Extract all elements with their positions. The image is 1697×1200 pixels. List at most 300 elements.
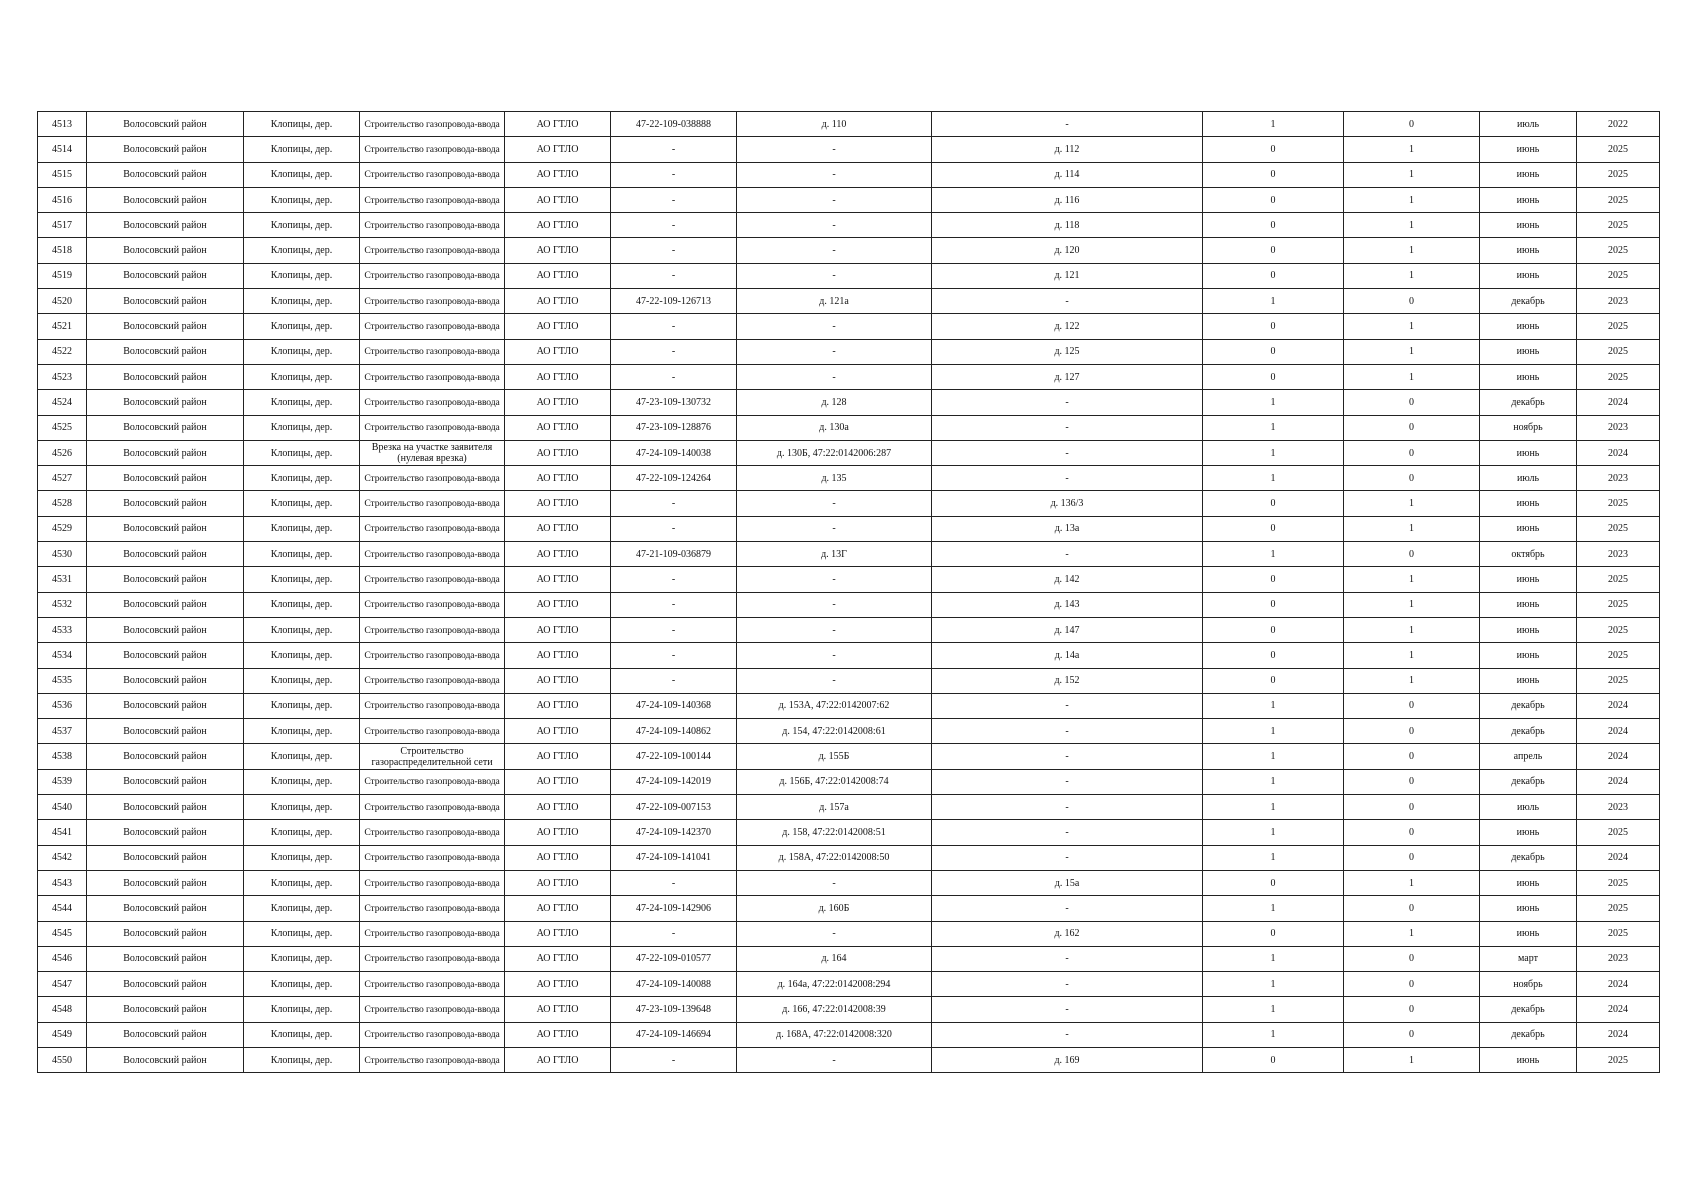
- cell-settlement: Клопицы, дер.: [244, 314, 360, 339]
- table-row: [38, 289, 1660, 314]
- cell-address-connected: д. 168А, 47:22:0142008:320: [737, 1022, 932, 1047]
- cell-district: Волосовский район: [87, 364, 244, 389]
- table-row: [38, 314, 1660, 339]
- cell-count-planned: 0: [1344, 112, 1480, 137]
- cell-address-connected: -: [737, 187, 932, 212]
- cell-district: Волосовский район: [87, 567, 244, 592]
- cell-number: 4517: [38, 213, 87, 238]
- cell-address-planned: -: [932, 693, 1203, 718]
- cell-count-planned: 1: [1344, 339, 1480, 364]
- cell-count-connected: 1: [1203, 719, 1344, 744]
- cell-address-planned: -: [932, 542, 1203, 567]
- cell-work-type: Строительство газопровода-ввода: [360, 137, 505, 162]
- cell-district: Волосовский район: [87, 693, 244, 718]
- cell-address-connected: -: [737, 617, 932, 642]
- cell-address-connected: -: [737, 213, 932, 238]
- cell-number: 4544: [38, 896, 87, 921]
- cell-year: 2025: [1577, 617, 1660, 642]
- cell-application-number: 47-22-109-124264: [611, 466, 737, 491]
- table-row: [38, 693, 1660, 718]
- cell-count-planned: 1: [1344, 592, 1480, 617]
- cell-address-planned: -: [932, 719, 1203, 744]
- cell-address-connected: -: [737, 491, 932, 516]
- table-row: [38, 668, 1660, 693]
- cell-year: 2025: [1577, 592, 1660, 617]
- cell-work-type: Строительство газопровода-ввода: [360, 263, 505, 288]
- table-row: [38, 263, 1660, 288]
- cell-settlement: Клопицы, дер.: [244, 516, 360, 541]
- cell-work-type: Строительство газопровода-ввода: [360, 719, 505, 744]
- cell-count-planned: 1: [1344, 238, 1480, 263]
- cell-application-number: 47-22-109-038888: [611, 112, 737, 137]
- cell-number: 4529: [38, 516, 87, 541]
- cell-count-connected: 1: [1203, 415, 1344, 440]
- cell-count-connected: 0: [1203, 314, 1344, 339]
- cell-month: июнь: [1480, 1047, 1577, 1072]
- cell-year: 2025: [1577, 187, 1660, 212]
- table-row: [38, 820, 1660, 845]
- cell-year: 2025: [1577, 896, 1660, 921]
- cell-organization: АО ГТЛО: [505, 137, 611, 162]
- cell-settlement: Клопицы, дер.: [244, 845, 360, 870]
- cell-settlement: Клопицы, дер.: [244, 795, 360, 820]
- cell-month: июнь: [1480, 668, 1577, 693]
- cell-organization: АО ГТЛО: [505, 339, 611, 364]
- cell-application-number: -: [611, 592, 737, 617]
- cell-application-number: -: [611, 339, 737, 364]
- table-row: [38, 719, 1660, 744]
- cell-work-type: Строительство газопровода-ввода: [360, 870, 505, 895]
- cell-number: 4548: [38, 997, 87, 1022]
- cell-district: Волосовский район: [87, 289, 244, 314]
- cell-organization: АО ГТЛО: [505, 238, 611, 263]
- cell-month: июнь: [1480, 238, 1577, 263]
- cell-district: Волосовский район: [87, 921, 244, 946]
- cell-number: 4513: [38, 112, 87, 137]
- cell-organization: АО ГТЛО: [505, 213, 611, 238]
- cell-count-connected: 1: [1203, 693, 1344, 718]
- cell-address-connected: -: [737, 238, 932, 263]
- cell-district: Волосовский район: [87, 870, 244, 895]
- cell-address-planned: д. 136/3: [932, 491, 1203, 516]
- cell-number: 4522: [38, 339, 87, 364]
- cell-month: июнь: [1480, 440, 1577, 465]
- cell-number: 4535: [38, 668, 87, 693]
- cell-year: 2022: [1577, 112, 1660, 137]
- cell-settlement: Клопицы, дер.: [244, 643, 360, 668]
- cell-settlement: Клопицы, дер.: [244, 719, 360, 744]
- cell-address-planned: д. 143: [932, 592, 1203, 617]
- table-row: [38, 238, 1660, 263]
- cell-district: Волосовский район: [87, 744, 244, 769]
- cell-count-planned: 0: [1344, 972, 1480, 997]
- cell-month: март: [1480, 946, 1577, 971]
- table-row: [38, 390, 1660, 415]
- cell-year: 2024: [1577, 769, 1660, 794]
- table-row: [38, 339, 1660, 364]
- cell-year: 2023: [1577, 466, 1660, 491]
- cell-count-connected: 0: [1203, 213, 1344, 238]
- table-row: [38, 1047, 1660, 1072]
- cell-organization: АО ГТЛО: [505, 289, 611, 314]
- cell-number: 4547: [38, 972, 87, 997]
- cell-number: 4531: [38, 567, 87, 592]
- cell-month: декабрь: [1480, 769, 1577, 794]
- cell-count-planned: 0: [1344, 1022, 1480, 1047]
- cell-number: 4538: [38, 744, 87, 769]
- cell-district: Волосовский район: [87, 213, 244, 238]
- cell-count-planned: 1: [1344, 870, 1480, 895]
- cell-organization: АО ГТЛО: [505, 314, 611, 339]
- cell-year: 2023: [1577, 795, 1660, 820]
- cell-work-type: Строительство газопровода-ввода: [360, 921, 505, 946]
- cell-work-type: Строительство газопровода-ввода: [360, 390, 505, 415]
- cell-settlement: Клопицы, дер.: [244, 769, 360, 794]
- cell-application-number: -: [611, 1047, 737, 1072]
- cell-address-connected: д. 158, 47:22:0142008:51: [737, 820, 932, 845]
- cell-application-number: 47-22-109-126713: [611, 289, 737, 314]
- table-row: [38, 795, 1660, 820]
- cell-application-number: 47-24-109-140038: [611, 440, 737, 465]
- cell-count-planned: 0: [1344, 542, 1480, 567]
- cell-month: июнь: [1480, 870, 1577, 895]
- cell-address-connected: -: [737, 263, 932, 288]
- cell-organization: АО ГТЛО: [505, 415, 611, 440]
- cell-district: Волосовский район: [87, 972, 244, 997]
- cell-count-planned: 0: [1344, 769, 1480, 794]
- cell-settlement: Клопицы, дер.: [244, 466, 360, 491]
- cell-district: Волосовский район: [87, 415, 244, 440]
- cell-district: Волосовский район: [87, 466, 244, 491]
- cell-organization: АО ГТЛО: [505, 440, 611, 465]
- cell-month: октябрь: [1480, 542, 1577, 567]
- cell-year: 2025: [1577, 668, 1660, 693]
- cell-address-planned: д. 127: [932, 364, 1203, 389]
- cell-count-connected: 0: [1203, 617, 1344, 642]
- cell-settlement: Клопицы, дер.: [244, 1047, 360, 1072]
- cell-settlement: Клопицы, дер.: [244, 617, 360, 642]
- cell-count-planned: 1: [1344, 314, 1480, 339]
- cell-address-connected: д. 130а: [737, 415, 932, 440]
- cell-application-number: 47-23-109-139648: [611, 997, 737, 1022]
- cell-work-type: Строительство газопровода-ввода: [360, 592, 505, 617]
- cell-settlement: Клопицы, дер.: [244, 289, 360, 314]
- cell-number: 4530: [38, 542, 87, 567]
- cell-work-type: Строительство газопровода-ввода: [360, 972, 505, 997]
- cell-count-connected: 0: [1203, 137, 1344, 162]
- cell-address-connected: -: [737, 870, 932, 895]
- cell-month: июнь: [1480, 491, 1577, 516]
- cell-count-connected: 1: [1203, 542, 1344, 567]
- cell-count-planned: 1: [1344, 137, 1480, 162]
- cell-year: 2023: [1577, 415, 1660, 440]
- cell-year: 2025: [1577, 491, 1660, 516]
- cell-address-connected: д. 166, 47:22:0142008:39: [737, 997, 932, 1022]
- cell-address-planned: -: [932, 997, 1203, 1022]
- cell-count-planned: 0: [1344, 390, 1480, 415]
- cell-work-type: Строительство газопровода-ввода: [360, 213, 505, 238]
- cell-district: Волосовский район: [87, 617, 244, 642]
- cell-district: Волосовский район: [87, 339, 244, 364]
- cell-count-connected: 1: [1203, 390, 1344, 415]
- cell-application-number: -: [611, 364, 737, 389]
- cell-year: 2023: [1577, 289, 1660, 314]
- cell-month: июнь: [1480, 617, 1577, 642]
- cell-year: 2025: [1577, 921, 1660, 946]
- cell-year: 2025: [1577, 643, 1660, 668]
- cell-application-number: -: [611, 162, 737, 187]
- cell-organization: АО ГТЛО: [505, 516, 611, 541]
- cell-address-connected: д. 121а: [737, 289, 932, 314]
- cell-address-planned: -: [932, 820, 1203, 845]
- table-row: [38, 592, 1660, 617]
- cell-work-type: Строительство газопровода-ввода: [360, 946, 505, 971]
- cell-month: ноябрь: [1480, 415, 1577, 440]
- cell-organization: АО ГТЛО: [505, 946, 611, 971]
- cell-number: 4515: [38, 162, 87, 187]
- cell-count-planned: 0: [1344, 289, 1480, 314]
- cell-count-planned: 0: [1344, 744, 1480, 769]
- cell-address-connected: д. 157а: [737, 795, 932, 820]
- cell-application-number: -: [611, 668, 737, 693]
- cell-address-planned: д. 114: [932, 162, 1203, 187]
- cell-work-type: Строительство газопровода-ввода: [360, 845, 505, 870]
- cell-number: 4525: [38, 415, 87, 440]
- cell-address-planned: -: [932, 390, 1203, 415]
- cell-organization: АО ГТЛО: [505, 972, 611, 997]
- cell-month: июнь: [1480, 162, 1577, 187]
- cell-number: 4539: [38, 769, 87, 794]
- cell-count-connected: 0: [1203, 364, 1344, 389]
- cell-settlement: Клопицы, дер.: [244, 997, 360, 1022]
- cell-address-connected: -: [737, 567, 932, 592]
- cell-count-connected: 1: [1203, 972, 1344, 997]
- table-row: [38, 972, 1660, 997]
- cell-address-planned: -: [932, 972, 1203, 997]
- cell-number: 4521: [38, 314, 87, 339]
- cell-year: 2025: [1577, 263, 1660, 288]
- cell-number: 4550: [38, 1047, 87, 1072]
- cell-address-connected: -: [737, 364, 932, 389]
- cell-organization: АО ГТЛО: [505, 1022, 611, 1047]
- table-row: [38, 997, 1660, 1022]
- cell-application-number: -: [611, 213, 737, 238]
- cell-year: 2025: [1577, 137, 1660, 162]
- cell-address-planned: д. 15а: [932, 870, 1203, 895]
- cell-settlement: Клопицы, дер.: [244, 364, 360, 389]
- cell-year: 2025: [1577, 314, 1660, 339]
- cell-work-type: Строительство газопровода-ввода: [360, 769, 505, 794]
- cell-address-connected: д. 164а, 47:22:0142008:294: [737, 972, 932, 997]
- cell-address-connected: д. 128: [737, 390, 932, 415]
- cell-settlement: Клопицы, дер.: [244, 213, 360, 238]
- cell-address-connected: -: [737, 339, 932, 364]
- table-body: [38, 112, 1660, 1073]
- cell-work-type: Строительство газопровода-ввода: [360, 820, 505, 845]
- cell-address-connected: д. 164: [737, 946, 932, 971]
- cell-organization: АО ГТЛО: [505, 567, 611, 592]
- cell-organization: АО ГТЛО: [505, 162, 611, 187]
- cell-month: июль: [1480, 112, 1577, 137]
- cell-application-number: 47-23-109-128876: [611, 415, 737, 440]
- cell-year: 2025: [1577, 516, 1660, 541]
- cell-application-number: 47-22-109-007153: [611, 795, 737, 820]
- cell-address-connected: д. 156Б, 47:22:0142008:74: [737, 769, 932, 794]
- cell-settlement: Клопицы, дер.: [244, 112, 360, 137]
- cell-application-number: 47-24-109-142370: [611, 820, 737, 845]
- cell-month: апрель: [1480, 744, 1577, 769]
- cell-application-number: 47-22-109-010577: [611, 946, 737, 971]
- cell-address-connected: -: [737, 592, 932, 617]
- cell-count-planned: 1: [1344, 643, 1480, 668]
- cell-year: 2024: [1577, 1022, 1660, 1047]
- cell-application-number: 47-22-109-100144: [611, 744, 737, 769]
- cell-month: июнь: [1480, 820, 1577, 845]
- cell-settlement: Клопицы, дер.: [244, 491, 360, 516]
- cell-application-number: -: [611, 921, 737, 946]
- cell-district: Волосовский район: [87, 719, 244, 744]
- cell-count-planned: 1: [1344, 364, 1480, 389]
- cell-address-connected: д. 158А, 47:22:0142008:50: [737, 845, 932, 870]
- cell-settlement: Клопицы, дер.: [244, 567, 360, 592]
- cell-work-type: Строительство газопровода-ввода: [360, 466, 505, 491]
- cell-address-connected: -: [737, 668, 932, 693]
- cell-organization: АО ГТЛО: [505, 364, 611, 389]
- cell-address-planned: д. 112: [932, 137, 1203, 162]
- cell-address-planned: -: [932, 845, 1203, 870]
- cell-application-number: -: [611, 870, 737, 895]
- cell-application-number: -: [611, 137, 737, 162]
- cell-work-type: Строительство газопровода-ввода: [360, 289, 505, 314]
- cell-application-number: -: [611, 187, 737, 212]
- table-row: [38, 491, 1660, 516]
- cell-month: июнь: [1480, 137, 1577, 162]
- cell-address-connected: -: [737, 314, 932, 339]
- cell-number: 4536: [38, 693, 87, 718]
- cell-number: 4526: [38, 440, 87, 465]
- cell-address-planned: д. 13а: [932, 516, 1203, 541]
- cell-count-connected: 1: [1203, 946, 1344, 971]
- cell-count-planned: 0: [1344, 820, 1480, 845]
- table-row: [38, 466, 1660, 491]
- cell-address-connected: -: [737, 516, 932, 541]
- cell-month: ноябрь: [1480, 972, 1577, 997]
- cell-district: Волосовский район: [87, 997, 244, 1022]
- cell-address-connected: д. 155Б: [737, 744, 932, 769]
- cell-count-connected: 0: [1203, 187, 1344, 212]
- cell-count-planned: 0: [1344, 896, 1480, 921]
- cell-count-connected: 0: [1203, 263, 1344, 288]
- cell-address-planned: д. 14а: [932, 643, 1203, 668]
- cell-work-type: Строительство газопровода-ввода: [360, 567, 505, 592]
- table-row: [38, 187, 1660, 212]
- cell-settlement: Клопицы, дер.: [244, 415, 360, 440]
- cell-count-connected: 1: [1203, 845, 1344, 870]
- cell-address-planned: д. 120: [932, 238, 1203, 263]
- cell-count-planned: 1: [1344, 1047, 1480, 1072]
- cell-count-planned: 1: [1344, 187, 1480, 212]
- cell-month: июнь: [1480, 516, 1577, 541]
- cell-number: 4543: [38, 870, 87, 895]
- cell-organization: АО ГТЛО: [505, 769, 611, 794]
- table-row: [38, 870, 1660, 895]
- cell-address-connected: -: [737, 137, 932, 162]
- table-row: [38, 769, 1660, 794]
- cell-address-planned: д. 142: [932, 567, 1203, 592]
- cell-settlement: Клопицы, дер.: [244, 972, 360, 997]
- cell-organization: АО ГТЛО: [505, 542, 611, 567]
- cell-application-number: 47-24-109-142019: [611, 769, 737, 794]
- cell-year: 2024: [1577, 693, 1660, 718]
- cell-application-number: 47-24-109-142906: [611, 896, 737, 921]
- cell-district: Волосовский район: [87, 137, 244, 162]
- cell-organization: АО ГТЛО: [505, 845, 611, 870]
- cell-address-planned: д. 116: [932, 187, 1203, 212]
- cell-work-type: Строительство газопровода-ввода: [360, 997, 505, 1022]
- cell-work-type: Строительство газопровода-ввода: [360, 314, 505, 339]
- cell-number: 4546: [38, 946, 87, 971]
- cell-work-type: Строительство газопровода-ввода: [360, 542, 505, 567]
- table-row: [38, 162, 1660, 187]
- cell-settlement: Клопицы, дер.: [244, 870, 360, 895]
- table-row: [38, 1022, 1660, 1047]
- cell-work-type: Строительство газопровода-ввода: [360, 491, 505, 516]
- cell-count-planned: 0: [1344, 466, 1480, 491]
- cell-count-connected: 0: [1203, 339, 1344, 364]
- table-row: [38, 744, 1660, 769]
- cell-month: июнь: [1480, 314, 1577, 339]
- cell-application-number: -: [611, 263, 737, 288]
- table-row: [38, 896, 1660, 921]
- table-row: [38, 137, 1660, 162]
- cell-address-planned: д. 152: [932, 668, 1203, 693]
- cell-number: 4542: [38, 845, 87, 870]
- cell-work-type: Строительство газопровода-ввода: [360, 795, 505, 820]
- cell-number: 4516: [38, 187, 87, 212]
- cell-work-type: Строительство газопровода-ввода: [360, 516, 505, 541]
- cell-application-number: -: [611, 567, 737, 592]
- cell-month: июль: [1480, 795, 1577, 820]
- cell-count-planned: 1: [1344, 921, 1480, 946]
- cell-address-connected: д. 135: [737, 466, 932, 491]
- cell-count-connected: 0: [1203, 1047, 1344, 1072]
- table-row: [38, 364, 1660, 389]
- cell-settlement: Клопицы, дер.: [244, 137, 360, 162]
- cell-district: Волосовский район: [87, 238, 244, 263]
- cell-month: декабрь: [1480, 289, 1577, 314]
- cell-count-connected: 0: [1203, 516, 1344, 541]
- cell-organization: АО ГТЛО: [505, 693, 611, 718]
- cell-organization: АО ГТЛО: [505, 1047, 611, 1072]
- cell-count-planned: 1: [1344, 263, 1480, 288]
- cell-count-planned: 1: [1344, 162, 1480, 187]
- cell-settlement: Клопицы, дер.: [244, 744, 360, 769]
- cell-settlement: Клопицы, дер.: [244, 921, 360, 946]
- cell-application-number: 47-24-109-146694: [611, 1022, 737, 1047]
- cell-district: Волосовский район: [87, 769, 244, 794]
- cell-number: 4528: [38, 491, 87, 516]
- cell-organization: АО ГТЛО: [505, 491, 611, 516]
- cell-count-connected: 1: [1203, 795, 1344, 820]
- cell-month: июнь: [1480, 592, 1577, 617]
- cell-month: июнь: [1480, 364, 1577, 389]
- cell-address-planned: -: [932, 466, 1203, 491]
- cell-year: 2024: [1577, 719, 1660, 744]
- cell-count-connected: 0: [1203, 921, 1344, 946]
- cell-month: июнь: [1480, 213, 1577, 238]
- cell-count-connected: 0: [1203, 162, 1344, 187]
- cell-month: декабрь: [1480, 390, 1577, 415]
